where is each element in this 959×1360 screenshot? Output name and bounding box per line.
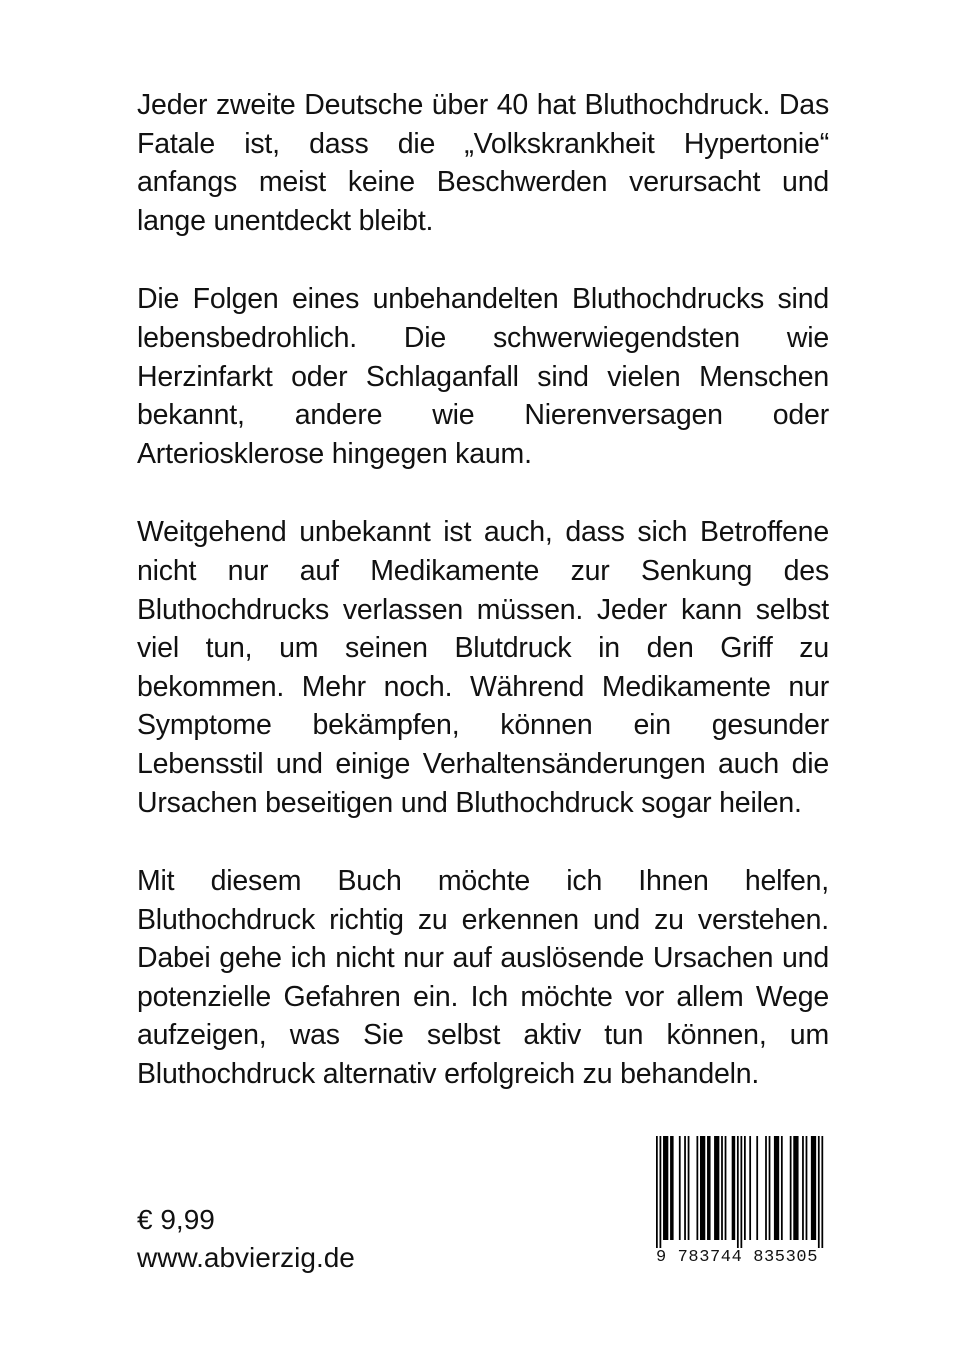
barcode-bar xyxy=(781,1136,783,1240)
barcode-bar xyxy=(821,1136,823,1248)
barcode-bar xyxy=(725,1136,727,1240)
paragraph-2: Die Folgen eines unbehandelten Bluthochdrucks sind lebensbedrohlich. Die schwerwiegendsten wie Herzinfarkt oder Schlaganfall sind vielen Menschen bekannt, andere wie Nierenversagen oder Arteriosklerose hingegen kaum. xyxy=(137,283,829,470)
barcode-bar xyxy=(756,1136,758,1240)
barcode-bar xyxy=(684,1136,686,1240)
barcode-bar xyxy=(802,1136,804,1240)
isbn-digits: 9 783744 835305 xyxy=(655,1248,819,1267)
blurb-text xyxy=(137,86,829,1094)
barcode-bar xyxy=(806,1136,808,1240)
barcode-bar xyxy=(811,1136,816,1240)
barcode-bar xyxy=(656,1136,658,1248)
barcode-bar xyxy=(660,1136,662,1248)
barcode-bar xyxy=(679,1136,681,1240)
barcode-bar xyxy=(714,1136,719,1240)
website-link[interactable]: www.abvierzig.de xyxy=(137,1242,355,1273)
barcode-bar xyxy=(663,1136,668,1240)
isbn-barcode xyxy=(646,1136,828,1274)
barcode-bar xyxy=(749,1136,751,1240)
barcode-bar xyxy=(696,1136,698,1240)
barcode-bar xyxy=(774,1136,779,1240)
paragraph-4: Mit diesem Buch möchte ich Ihnen helfen, Bluthochdruck richtig zu erkennen und zu verstehen. Dabei gehe ich nicht nur auf auslösende Ursachen und potenzielle Gefahren ein. Ich möchte vor allem Wege aufzeigen, was Sie selbst aktiv tun können, um Bluthochdruck alternativ erfolgreich zu behandeln. xyxy=(137,865,829,1091)
barcode-bar xyxy=(688,1136,690,1240)
barcode-bar xyxy=(721,1136,723,1240)
barcode-bar xyxy=(790,1136,792,1240)
barcode-bar xyxy=(818,1136,820,1248)
barcode-bar xyxy=(670,1136,674,1240)
barcode-bar xyxy=(740,1136,742,1248)
barcode-bars xyxy=(646,1136,828,1248)
barcode-bar xyxy=(732,1136,736,1240)
barcode-bar xyxy=(769,1136,771,1240)
barcode-bar xyxy=(744,1136,746,1240)
barcode-bar xyxy=(793,1136,798,1240)
barcode-bar xyxy=(765,1136,767,1240)
barcode-bar xyxy=(700,1136,705,1240)
barcode-bar xyxy=(737,1136,739,1248)
price-label: € 9,99 xyxy=(137,1204,215,1235)
barcode-bar xyxy=(707,1136,711,1240)
paragraph-3: Weitgehend unbekannt ist auch, dass sich Betroffene nicht nur auf Medikamente zur Senkung des Bluthochdrucks verlassen müssen. Jeder kann selbst viel tun, um seinen Blutdruck in den Griff zu bekommen. Mehr noch. Während Medikamente nur Symptome bekämpfen, können ein gesunder Lebensstil und einige Verhaltensänderungen auch die Ursachen beseitigen und Bluthochdruck sogar heilen. xyxy=(137,516,829,819)
paragraph-1: Jeder zweite Deutsche über 40 hat Bluthochdruck. Das Fatale ist, dass die „Volkskrankheit Hypertonie“ anfangs meist keine Beschwerden verursacht und lange unentdeckt bleibt. xyxy=(137,89,829,237)
